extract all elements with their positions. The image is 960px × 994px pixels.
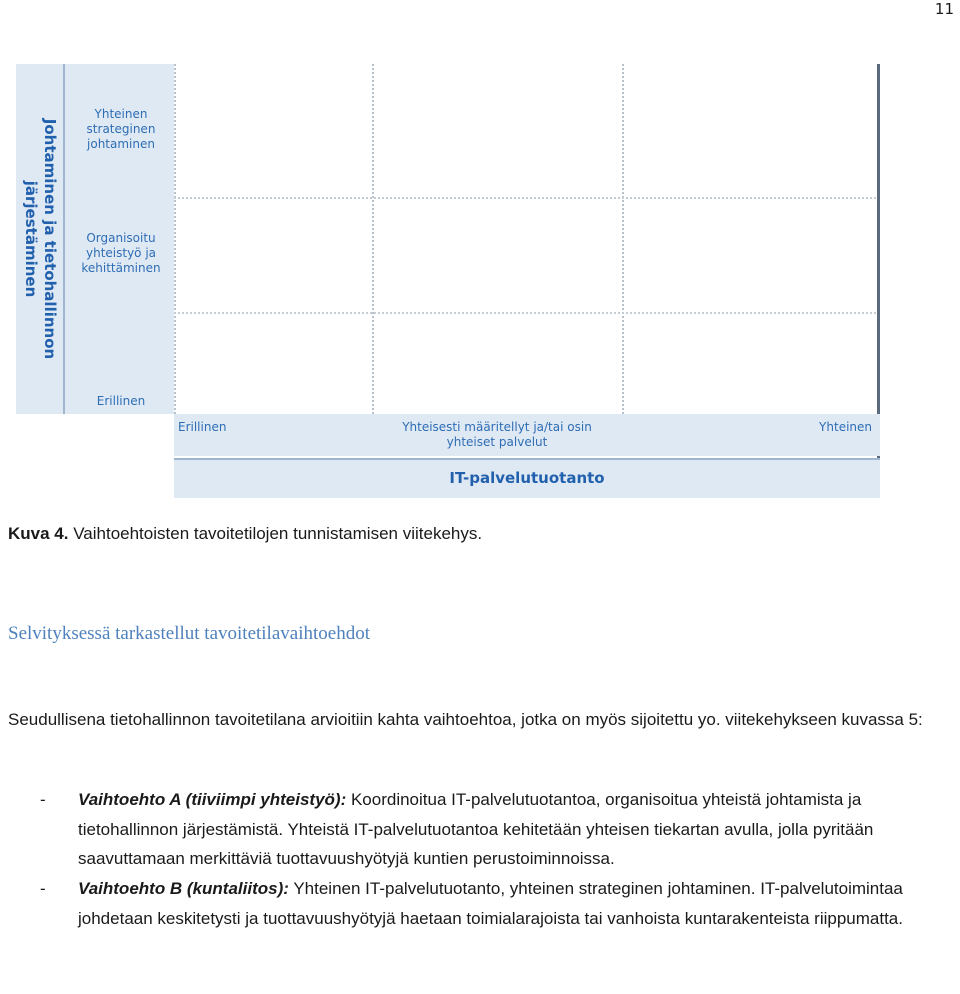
grid-line bbox=[622, 64, 624, 414]
grid-line bbox=[174, 312, 880, 314]
option-term: Vaihtoehto A (tiiviimpi yhteistyö): bbox=[78, 790, 347, 809]
x-level-left: Erillinen bbox=[178, 420, 227, 434]
option-term: Vaihtoehto B (kuntaliitos): bbox=[78, 879, 289, 899]
y-level-middle: Organisoitu yhteistyö ja kehittäminen bbox=[81, 231, 161, 275]
grid-line bbox=[174, 197, 880, 199]
y-level-bottom: Erillinen bbox=[96, 394, 146, 408]
caption-label: Kuva 4. bbox=[8, 524, 69, 543]
list-item bbox=[8, 785, 956, 874]
page-number: 11 bbox=[934, 0, 954, 18]
vertical-axis-title: Johtaminen ja tietohallinnon järjestäminen bbox=[22, 118, 59, 360]
section-heading: Selvityksessä tarkastellut tavoitetilavaihtoehdot bbox=[8, 623, 370, 644]
horizontal-axis-title: IT-palvelutuotanto bbox=[449, 469, 605, 487]
list-item bbox=[8, 874, 956, 933]
option-text: Yhteinen IT-palvelutuotanto, yhteinen strateginen johtaminen. IT-palvelutoimintaa johdetaan keskitetysti ja tuottavuushyötyjä haetaan toimialarajoista tai vanhoista kuntarakenteista riippumatta. bbox=[78, 879, 903, 928]
y-level-top: Yhteinen strateginen johtaminen bbox=[86, 107, 156, 151]
option-list bbox=[8, 785, 956, 934]
x-level-right: Yhteinen bbox=[819, 420, 872, 434]
figure-caption bbox=[8, 524, 482, 544]
grid-line bbox=[372, 64, 374, 414]
x-level-center: Yhteisesti määritellyt ja/tai osin yhteiset palvelut bbox=[402, 420, 592, 449]
framework-figure bbox=[16, 64, 880, 496]
option-text: Koordinoitua IT-palvelutuotantoa, organisoitua yhteistä johtamista ja tietohallinnon järjestämistä. Yhteistä IT-palvelutuotantoa kehitetään yhteisen tiekartan avulla, jolla pyritään saavuttamaan merkittäviä tuottavuushyötyjä kuntien perustoiminnoissa. bbox=[78, 790, 874, 869]
list-dash: - bbox=[40, 879, 46, 899]
grid-line bbox=[174, 64, 176, 414]
caption-text: Vaihtoehtoisten tavoitetilojen tunnistamisen viitekehys. bbox=[68, 524, 483, 543]
intro-paragraph: Seudullisena tietohallinnon tavoitetilana arvioitiin kahta vaihtoehtoa, jotka on myös sijoitettu yo. viitekehykseen kuvassa 5: bbox=[8, 710, 923, 729]
list-dash: - bbox=[40, 790, 46, 809]
